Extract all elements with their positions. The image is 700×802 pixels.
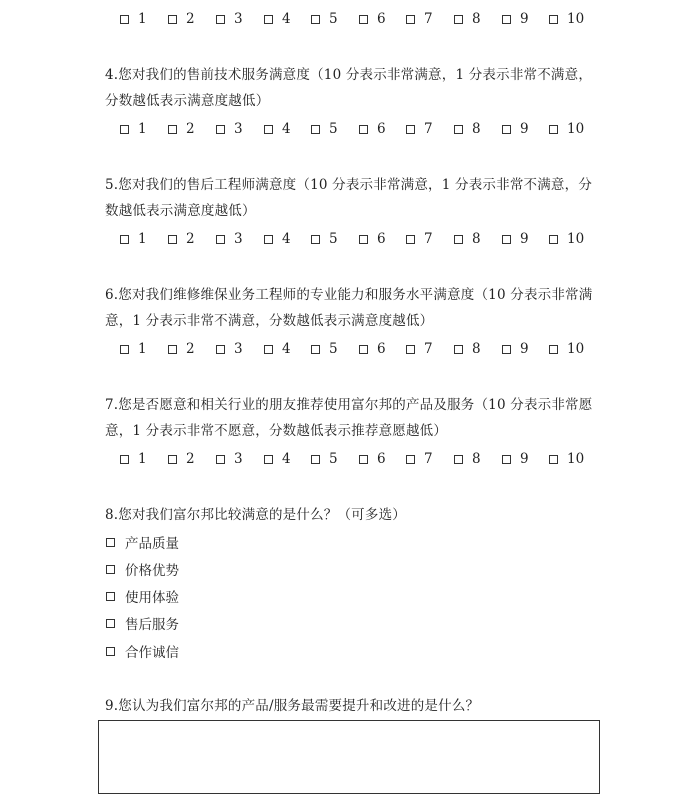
checkbox[interactable] [120,15,129,24]
question-4 [105,62,605,114]
q8-option-3[interactable] [106,586,179,606]
rating-number: 6 [377,451,386,467]
rating-option-q7-1[interactable] [120,451,147,467]
checkbox[interactable] [406,455,415,464]
checkbox[interactable] [264,125,273,134]
rating-option-q3-9[interactable] [502,11,529,27]
checkbox[interactable] [311,345,320,354]
rating-option-q7-8[interactable] [454,451,481,467]
question-5 [105,172,605,224]
rating-number: 4 [282,451,291,467]
q9-answer-box[interactable] [98,720,600,794]
rating-option-q5-6[interactable] [359,231,386,247]
rating-option-q3-6[interactable] [359,11,386,27]
rating-option-q4-9[interactable] [502,121,529,137]
checkbox[interactable] [502,455,511,464]
rating-number: 9 [520,121,529,137]
rating-option-q5-4[interactable] [264,231,291,247]
rating-option-q5-3[interactable] [216,231,243,247]
rating-number: 5 [329,11,338,27]
rating-option-q7-10[interactable] [549,451,584,467]
checkbox[interactable] [168,455,177,464]
rating-option-q5-10[interactable] [549,231,584,247]
rating-number: 4 [282,11,291,27]
rating-option-q3-7[interactable] [406,11,433,27]
checkbox[interactable] [106,619,115,628]
checkbox[interactable] [359,455,368,464]
checkbox[interactable] [454,125,463,134]
rating-option-q6-8[interactable] [454,341,481,357]
rating-option-q3-2[interactable] [168,11,195,27]
question-9-text: 9.您认为我们富尔邦的产品/服务最需要提升和改进的是什么？ [105,698,480,714]
rating-number: 10 [567,451,585,467]
rating-option-q3-8[interactable] [454,11,481,27]
checkbox[interactable] [120,345,129,354]
checkbox[interactable] [120,235,129,244]
checkbox[interactable] [454,455,463,464]
checkbox[interactable] [264,455,273,464]
checkbox[interactable] [168,235,177,244]
rating-number: 1 [138,231,147,247]
checkbox[interactable] [311,15,320,24]
checkbox[interactable] [502,345,511,354]
rating-number: 8 [472,11,481,27]
question-5-text: 5.您对我们的售后工程师满意度（10 分表示非常满意，1 分表示非常不满意，分数越低表示满意度越低） [105,177,593,219]
checkbox[interactable] [106,647,115,656]
rating-option-q5-8[interactable] [454,231,481,247]
question-7-text: 7.您是否愿意和相关行业的朋友推荐使用富尔邦的产品及服务（10 分表示非常愿意，1 分表示非常不愿意，分数越低表示推荐意愿越低） [105,397,593,439]
checkbox[interactable] [311,235,320,244]
rating-option-q6-9[interactable] [502,341,529,357]
checkbox[interactable] [106,592,115,601]
q8-option-1[interactable] [106,532,179,552]
rating-number: 4 [282,341,291,357]
rating-option-q6-7[interactable] [406,341,433,357]
checkbox[interactable] [216,125,225,134]
question-8-text: 8.您对我们富尔邦比较满意的是什么？（可多选） [105,507,406,523]
checkbox[interactable] [106,538,115,547]
rating-option-q4-7[interactable] [406,121,433,137]
checkbox[interactable] [264,235,273,244]
rating-number: 8 [472,121,481,137]
rating-number: 2 [186,451,195,467]
checkbox[interactable] [359,235,368,244]
rating-option-q5-9[interactable] [502,231,529,247]
rating-option-q4-8[interactable] [454,121,481,137]
rating-option-q3-1[interactable] [120,11,147,27]
rating-number: 6 [377,231,386,247]
rating-number: 3 [234,341,243,357]
rating-number: 5 [329,121,338,137]
checkbox[interactable] [216,455,225,464]
option-label: 售后服务 [125,617,179,633]
rating-number: 6 [377,341,386,357]
option-label: 合作诚信 [125,645,179,661]
checkbox[interactable] [216,235,225,244]
checkbox[interactable] [406,345,415,354]
rating-number: 4 [282,121,291,137]
rating-number: 6 [377,11,386,27]
checkbox[interactable] [311,125,320,134]
rating-number: 3 [234,121,243,137]
checkbox[interactable] [216,15,225,24]
rating-option-q4-1[interactable] [120,121,147,137]
rating-number: 2 [186,231,195,247]
checkbox[interactable] [168,125,177,134]
rating-option-q6-10[interactable] [549,341,584,357]
checkbox[interactable] [549,235,558,244]
q8-option-4[interactable] [106,613,179,633]
rating-option-q7-9[interactable] [502,451,529,467]
checkbox[interactable] [549,125,558,134]
checkbox[interactable] [502,235,511,244]
rating-option-q4-10[interactable] [549,121,584,137]
rating-option-q6-4[interactable] [264,341,291,357]
rating-option-q7-5[interactable] [311,451,338,467]
checkbox[interactable] [454,345,463,354]
checkbox[interactable] [359,345,368,354]
rating-option-q3-4[interactable] [264,11,291,27]
rating-number: 10 [567,341,585,357]
rating-number: 1 [138,341,147,357]
rating-number: 9 [520,231,529,247]
rating-number: 1 [138,11,147,27]
rating-number: 3 [234,231,243,247]
rating-option-q6-1[interactable] [120,341,147,357]
rating-number: 7 [424,341,433,357]
checkbox[interactable] [120,455,129,464]
option-label: 使用体验 [125,590,179,606]
question-6-text: 6.您对我们维修维保业务工程师的专业能力和服务水平满意度（10 分表示非常满意，1 分表示非常不满意，分数越低表示满意度越低） [105,287,593,329]
q8-option-2[interactable] [106,559,179,579]
rating-number: 9 [520,451,529,467]
rating-option-q6-2[interactable] [168,341,195,357]
rating-option-q4-4[interactable] [264,121,291,137]
checkbox[interactable] [454,235,463,244]
rating-option-q5-7[interactable] [406,231,433,247]
rating-option-q7-3[interactable] [216,451,243,467]
rating-option-q7-7[interactable] [406,451,433,467]
rating-number: 8 [472,231,481,247]
rating-option-q6-5[interactable] [311,341,338,357]
checkbox[interactable] [216,345,225,354]
rating-number: 8 [472,451,481,467]
rating-number: 10 [567,121,585,137]
rating-number: 9 [520,341,529,357]
rating-option-q6-6[interactable] [359,341,386,357]
checkbox[interactable] [502,125,511,134]
rating-option-q7-2[interactable] [168,451,195,467]
question-7 [105,392,605,444]
rating-number: 5 [329,341,338,357]
question-9 [105,693,605,719]
rating-number: 5 [329,451,338,467]
checkbox[interactable] [406,235,415,244]
checkbox[interactable] [549,15,558,24]
rating-option-q3-5[interactable] [311,11,338,27]
rating-option-q7-4[interactable] [264,451,291,467]
rating-number: 2 [186,341,195,357]
rating-option-q5-1[interactable] [120,231,147,247]
checkbox[interactable] [106,565,115,574]
rating-option-q4-3[interactable] [216,121,243,137]
checkbox[interactable] [264,15,273,24]
rating-number: 2 [186,121,195,137]
rating-option-q4-6[interactable] [359,121,386,137]
rating-number: 6 [377,121,386,137]
rating-number: 8 [472,341,481,357]
checkbox[interactable] [264,345,273,354]
question-6 [105,282,605,334]
rating-option-q5-2[interactable] [168,231,195,247]
checkbox[interactable] [549,455,558,464]
option-label: 产品质量 [125,536,179,552]
rating-number: 2 [186,11,195,27]
question-8 [105,502,605,528]
rating-option-q4-5[interactable] [311,121,338,137]
rating-number: 10 [567,231,585,247]
rating-option-q5-5[interactable] [311,231,338,247]
rating-number: 10 [567,11,585,27]
rating-number: 1 [138,451,147,467]
rating-number: 7 [424,451,433,467]
checkbox[interactable] [549,345,558,354]
rating-option-q3-3[interactable] [216,11,243,27]
checkbox[interactable] [359,15,368,24]
rating-number: 5 [329,231,338,247]
option-label: 价格优势 [125,563,179,579]
checkbox[interactable] [502,15,511,24]
checkbox[interactable] [359,125,368,134]
rating-option-q7-6[interactable] [359,451,386,467]
rating-number: 3 [234,451,243,467]
checkbox[interactable] [168,345,177,354]
rating-option-q6-3[interactable] [216,341,243,357]
rating-number: 4 [282,231,291,247]
rating-number: 7 [424,231,433,247]
checkbox[interactable] [311,455,320,464]
question-4-text: 4.您对我们的售前技术服务满意度（10 分表示非常满意，1 分表示非常不满意，分数越低表示满意度越低） [105,67,593,109]
rating-number: 3 [234,11,243,27]
rating-number: 1 [138,121,147,137]
rating-number: 7 [424,11,433,27]
rating-option-q3-10[interactable] [549,11,584,27]
checkbox[interactable] [168,15,177,24]
checkbox[interactable] [406,15,415,24]
q8-option-5[interactable] [106,641,179,661]
rating-number: 9 [520,11,529,27]
rating-number: 7 [424,121,433,137]
checkbox[interactable] [120,125,129,134]
checkbox[interactable] [454,15,463,24]
checkbox[interactable] [406,125,415,134]
rating-option-q4-2[interactable] [168,121,195,137]
